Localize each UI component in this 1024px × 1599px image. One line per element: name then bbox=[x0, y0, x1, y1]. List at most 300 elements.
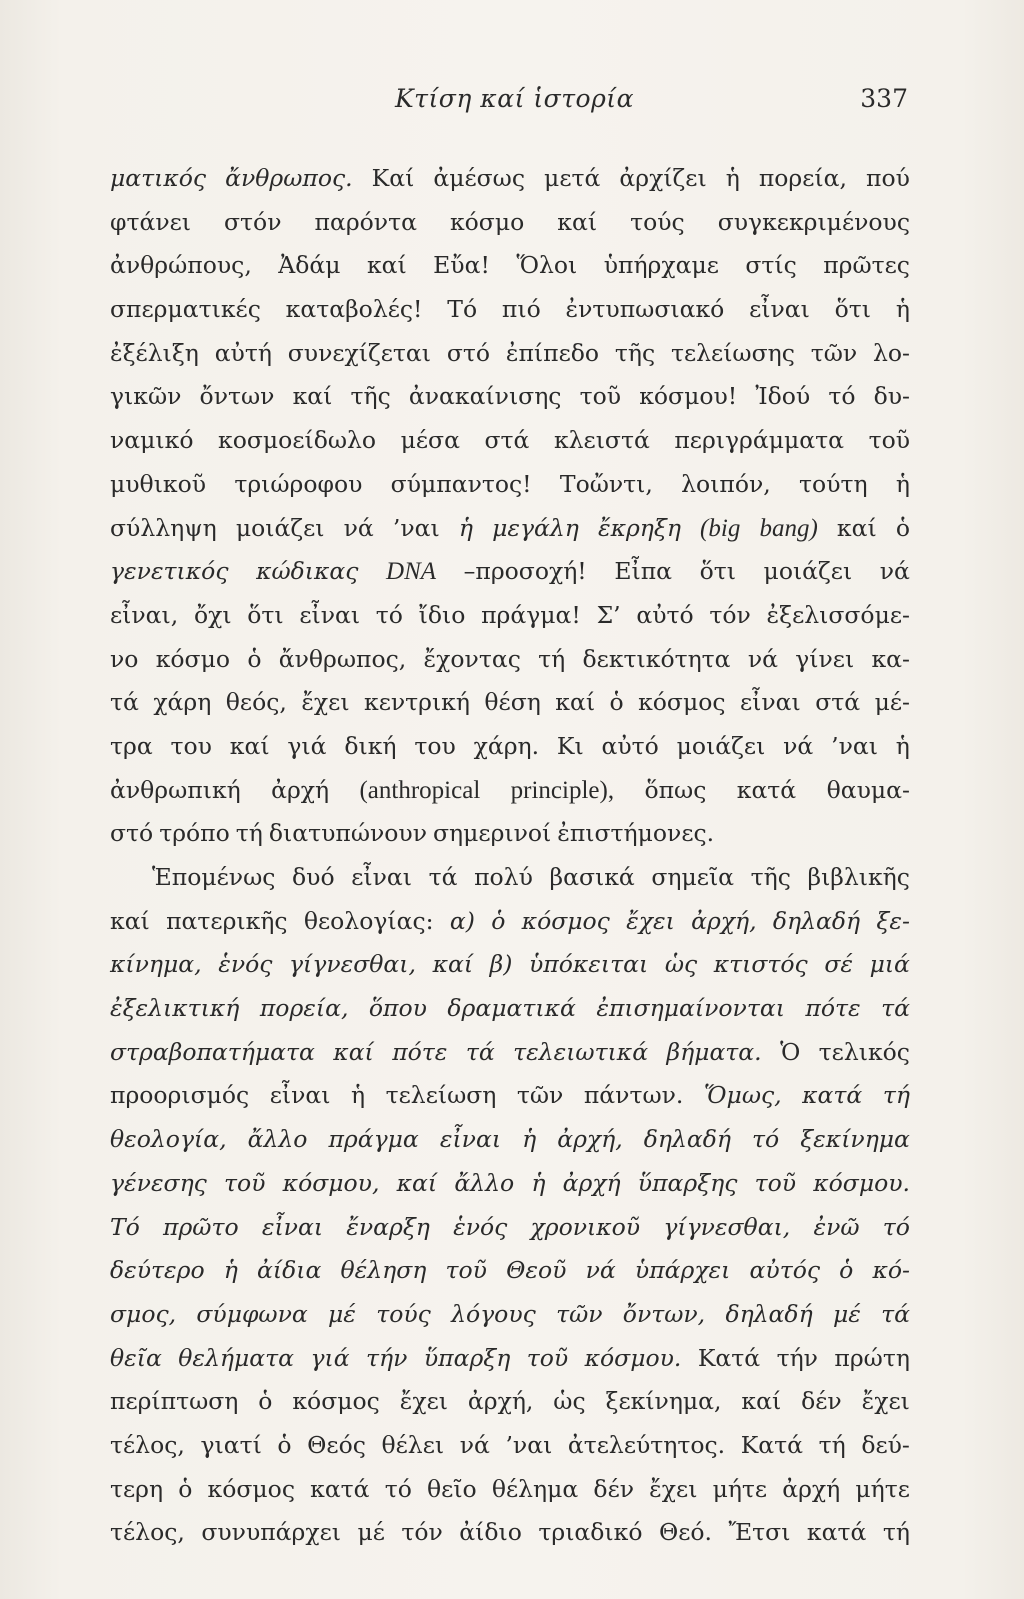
word: πότε bbox=[805, 994, 861, 1023]
word: νά bbox=[783, 731, 814, 760]
word: ὑπήρχαμε bbox=[603, 251, 719, 280]
word: θεῖα bbox=[110, 1343, 162, 1372]
word: πρῶτες bbox=[823, 251, 910, 280]
word: καί bbox=[229, 731, 270, 760]
word: σύμφωνα bbox=[196, 1299, 308, 1328]
word: ’ναι bbox=[505, 1430, 553, 1459]
word: ἡ bbox=[531, 1168, 546, 1197]
word: ὄντων, bbox=[622, 1299, 706, 1328]
word: Κατά bbox=[740, 1430, 804, 1459]
word: στά bbox=[484, 426, 530, 455]
word: ξεκίνημα, bbox=[605, 1387, 722, 1416]
word: νά bbox=[747, 644, 778, 673]
word: μέ bbox=[832, 1299, 861, 1328]
word: Τό bbox=[110, 1212, 140, 1241]
text-line bbox=[110, 681, 910, 725]
word: ἀίδια bbox=[257, 1256, 322, 1285]
word: τά bbox=[110, 688, 139, 717]
word: –προσοχή! bbox=[463, 557, 587, 586]
text-line bbox=[110, 1337, 910, 1381]
text-line bbox=[110, 1206, 910, 1250]
word: θελήματα bbox=[178, 1343, 295, 1372]
word: συνυπάρχει bbox=[201, 1518, 341, 1547]
word: χάρη bbox=[153, 688, 212, 717]
word: σέ bbox=[824, 950, 853, 979]
word: δεύ- bbox=[861, 1430, 910, 1459]
word: γίγνεσθαι, bbox=[289, 950, 416, 979]
word: νο bbox=[110, 644, 139, 673]
word: γιά bbox=[287, 731, 327, 760]
word: Ὅμως, bbox=[703, 1081, 782, 1110]
text-line bbox=[110, 594, 910, 638]
word: στραβοπατήματα bbox=[110, 1037, 315, 1066]
word: γένεσης bbox=[110, 1168, 207, 1197]
word: εἶναι, bbox=[110, 600, 179, 629]
word: κα- bbox=[871, 644, 910, 673]
text-line bbox=[110, 856, 910, 900]
word: χάρη. bbox=[473, 731, 540, 760]
word: (big bbox=[700, 514, 741, 542]
word: σπερματικές bbox=[110, 295, 261, 324]
word: γιατί bbox=[200, 1430, 262, 1459]
word: ἡ bbox=[522, 1125, 537, 1154]
word: ἡ bbox=[895, 731, 910, 760]
word: κόσμου! bbox=[639, 382, 738, 411]
word: συνεχίζεται bbox=[287, 338, 432, 367]
text-line bbox=[110, 1468, 910, 1512]
word: τούτη bbox=[799, 469, 868, 498]
word: μιά bbox=[869, 950, 910, 979]
word: πιό bbox=[501, 295, 541, 324]
word: εἶναι bbox=[261, 1212, 324, 1241]
word: κατά bbox=[802, 1081, 863, 1110]
word: περιγράμματα bbox=[674, 426, 845, 455]
word: κίνημα, bbox=[110, 950, 202, 979]
word: ὑπόκειται bbox=[529, 950, 649, 979]
word: ἄνθρωπος, bbox=[278, 644, 407, 673]
word: τῶν bbox=[810, 338, 858, 367]
word: περίπτωση bbox=[110, 1387, 239, 1416]
word: νά bbox=[585, 1256, 616, 1285]
word: τήν bbox=[776, 1343, 818, 1372]
word: του bbox=[414, 731, 456, 760]
word: στό bbox=[110, 819, 154, 848]
word: κόσμος bbox=[292, 1387, 380, 1416]
word: γίγνεσθαι, bbox=[663, 1212, 791, 1241]
word: τελικός bbox=[818, 1037, 910, 1066]
word: ἡ bbox=[895, 469, 910, 498]
word: ἐξελικτική bbox=[110, 994, 240, 1023]
word: τοῦ bbox=[868, 426, 910, 455]
word: Εἶπα bbox=[614, 557, 673, 586]
word: πατερικῆς bbox=[166, 906, 288, 935]
text-line bbox=[110, 507, 910, 551]
text-line bbox=[110, 943, 910, 987]
word: εἶναι bbox=[269, 1081, 331, 1110]
word: αὐτή bbox=[214, 338, 272, 367]
word: θεολογία, bbox=[110, 1125, 227, 1154]
text-line bbox=[110, 1293, 910, 1337]
text-line bbox=[110, 725, 910, 769]
word: δυό bbox=[292, 863, 335, 891]
word: καί bbox=[741, 1387, 782, 1416]
word: αὐτό bbox=[636, 600, 694, 629]
word: Ἑπομένως bbox=[152, 863, 276, 891]
word: ἑνός bbox=[218, 950, 273, 979]
word: ἔχει bbox=[301, 688, 350, 717]
word: τό bbox=[384, 1474, 412, 1503]
text-line bbox=[110, 1074, 910, 1118]
word: χρονικοῦ bbox=[530, 1212, 641, 1241]
text-line bbox=[110, 157, 910, 201]
word: ἀνθρώπους, bbox=[110, 251, 252, 280]
word: θεολογίας: bbox=[303, 906, 434, 935]
running-title: Κτίση καί ἱστορία bbox=[395, 84, 634, 113]
word: τόν bbox=[401, 1518, 443, 1547]
word: καί bbox=[333, 1037, 374, 1066]
word: τή bbox=[882, 1518, 910, 1547]
word: Ὅλοι bbox=[516, 251, 578, 280]
word: πρῶτο bbox=[163, 1212, 239, 1241]
word: ἐξελισσόμε- bbox=[766, 600, 910, 629]
word: στό bbox=[446, 338, 491, 367]
word: εἶναι bbox=[740, 688, 801, 717]
word: διατυπώνουν bbox=[268, 819, 427, 848]
word: ἀνακαίνισης bbox=[408, 382, 562, 411]
word: εἶναι bbox=[439, 1125, 502, 1154]
word: ὄντων bbox=[199, 382, 275, 411]
word: Κι bbox=[556, 731, 584, 760]
word: ὁ bbox=[491, 906, 506, 935]
text-line bbox=[110, 419, 910, 463]
text-line bbox=[110, 288, 910, 332]
word: μέ bbox=[328, 1299, 356, 1328]
word: πού bbox=[866, 164, 910, 192]
word: κόσμος bbox=[207, 1474, 295, 1503]
text-line bbox=[110, 244, 910, 288]
word: κόσμος bbox=[521, 906, 610, 935]
word: παρόντα bbox=[314, 207, 417, 236]
text-line bbox=[110, 201, 910, 245]
word: τοῦ bbox=[224, 1168, 266, 1197]
running-head bbox=[108, 84, 908, 124]
word: Ὁ bbox=[780, 1037, 801, 1066]
word: λόγους bbox=[451, 1299, 536, 1328]
word: τελειωτικά bbox=[513, 1037, 649, 1066]
page-number: 337 bbox=[860, 84, 908, 113]
word: ὡς bbox=[664, 950, 698, 979]
word: ἀρχή bbox=[271, 775, 330, 804]
word: βασικά bbox=[549, 863, 635, 891]
word: κόσμος bbox=[638, 688, 726, 717]
word: ὅπου bbox=[368, 994, 427, 1023]
word: bang) bbox=[759, 514, 818, 542]
text-line bbox=[110, 900, 910, 944]
word: προορισμός bbox=[110, 1081, 250, 1110]
word: τέλος, bbox=[110, 1430, 185, 1459]
word: μήτε bbox=[712, 1474, 768, 1503]
word: καί bbox=[836, 513, 877, 542]
word: τριαδικό bbox=[538, 1518, 643, 1547]
word: καί bbox=[555, 688, 596, 717]
word: τά bbox=[881, 1299, 910, 1328]
word: λο- bbox=[872, 338, 910, 367]
word: γικῶν bbox=[110, 382, 182, 411]
word: πράγμα! bbox=[481, 600, 581, 629]
word: πότε bbox=[392, 1037, 448, 1066]
word: ὁ bbox=[178, 1474, 193, 1503]
word: δέν bbox=[593, 1474, 635, 1503]
word: τό bbox=[882, 1212, 910, 1241]
word: θεός, bbox=[225, 688, 287, 717]
word: ὁ bbox=[277, 1430, 292, 1459]
word: του bbox=[170, 731, 212, 760]
word: ὡς bbox=[553, 1387, 586, 1416]
word: εἶναι bbox=[351, 863, 412, 891]
text-line bbox=[110, 375, 910, 419]
word: Καί bbox=[371, 164, 415, 192]
word: γενετικός bbox=[110, 557, 229, 586]
word: Ἀδάμ bbox=[278, 251, 341, 280]
word: μέ bbox=[357, 1518, 385, 1547]
text-line bbox=[110, 1118, 910, 1162]
word: Θεοῦ bbox=[506, 1256, 567, 1285]
word: ἀτελεύτητος. bbox=[567, 1430, 726, 1459]
word: ἔναρξη bbox=[346, 1212, 430, 1241]
word: γίνει bbox=[795, 644, 855, 673]
word: θέλει bbox=[381, 1430, 445, 1459]
word: ἐπισημαίνονται bbox=[596, 994, 785, 1023]
word: δεύτερο bbox=[110, 1256, 205, 1285]
word: θαυμα- bbox=[826, 775, 910, 804]
word: κόσμου. bbox=[813, 1168, 910, 1197]
word: αὐτός bbox=[749, 1256, 821, 1285]
word: εἶναι bbox=[749, 295, 810, 324]
word: τελείωση bbox=[385, 1081, 497, 1110]
word: κατά bbox=[806, 1518, 867, 1547]
word: σύμπαντος! bbox=[390, 469, 532, 498]
word: ὕπαρξη bbox=[423, 1343, 511, 1372]
word: στά bbox=[815, 688, 861, 717]
word: ξε- bbox=[876, 906, 910, 935]
word: ἄλλο bbox=[247, 1125, 308, 1154]
word: νά bbox=[343, 513, 374, 542]
word: ἡ bbox=[223, 1256, 238, 1285]
word: ἡ bbox=[725, 164, 740, 192]
word: ξεκίνημα bbox=[800, 1125, 910, 1154]
body-text bbox=[110, 157, 910, 1555]
word: τελείωσης bbox=[670, 338, 795, 367]
word: ἐνῶ bbox=[813, 1212, 860, 1241]
word: νά bbox=[879, 557, 910, 586]
word: τῆς bbox=[350, 382, 391, 411]
word: τή bbox=[882, 1081, 910, 1110]
word: μέσα bbox=[400, 426, 460, 455]
word: Θεό. bbox=[658, 1518, 713, 1547]
word: καί bbox=[432, 950, 474, 979]
word: στίς bbox=[745, 251, 797, 280]
word: αὐτό bbox=[601, 731, 659, 760]
word: τό bbox=[752, 1125, 780, 1154]
word: τρα bbox=[110, 731, 153, 760]
word: principle), bbox=[510, 776, 615, 804]
word: καί bbox=[396, 1168, 438, 1197]
word: μεγάλη bbox=[492, 513, 579, 542]
word: τῆς bbox=[750, 863, 791, 891]
word: τερη bbox=[110, 1474, 164, 1503]
word: κατά bbox=[736, 775, 797, 804]
word: τούς bbox=[376, 1299, 431, 1328]
word: μετά bbox=[544, 164, 601, 192]
word: καί bbox=[292, 382, 333, 411]
word: ἔχει bbox=[861, 1387, 910, 1416]
word: τούς bbox=[630, 207, 685, 236]
text-line bbox=[110, 1424, 910, 1468]
text-line bbox=[110, 1249, 910, 1293]
word: δεκτικότητα bbox=[582, 644, 731, 673]
word: σύλληψη bbox=[110, 513, 217, 542]
word: δυ- bbox=[873, 382, 910, 411]
word: συγκεκριμένους bbox=[717, 207, 910, 236]
word: πάντων. bbox=[583, 1081, 684, 1110]
word: κόσμου, bbox=[282, 1168, 380, 1197]
word: κτιστός bbox=[713, 950, 808, 979]
word: σημερινοί bbox=[433, 819, 552, 848]
text-line bbox=[110, 1162, 910, 1206]
word: ἡ bbox=[895, 295, 910, 324]
word: ἔχει bbox=[626, 906, 675, 935]
word: κατά bbox=[310, 1474, 370, 1503]
word: μοιάζει bbox=[763, 557, 853, 586]
word: μήτε bbox=[855, 1474, 910, 1503]
word: ὁ bbox=[247, 644, 262, 673]
word: δέν bbox=[801, 1387, 842, 1416]
word: τά bbox=[465, 1037, 495, 1066]
word: τά bbox=[881, 994, 910, 1023]
word: ἀίδιο bbox=[459, 1518, 522, 1547]
word: ὑπάρχει bbox=[634, 1256, 731, 1285]
word: Ἔτσι bbox=[728, 1518, 791, 1547]
text-line bbox=[110, 1031, 910, 1075]
word: ὁ bbox=[258, 1387, 273, 1416]
word: μοιάζει bbox=[676, 731, 766, 760]
word: ἀρχίζει bbox=[619, 164, 707, 192]
word: μυθικοῦ bbox=[110, 469, 207, 498]
word: Κατά bbox=[697, 1343, 761, 1372]
word: στόν bbox=[224, 207, 282, 236]
word: λοιπόν, bbox=[681, 469, 771, 498]
word: πορεία, bbox=[758, 164, 847, 192]
text-line bbox=[110, 769, 910, 813]
word: δηλαδή bbox=[772, 906, 861, 935]
word: τήν bbox=[366, 1343, 408, 1372]
text-line bbox=[110, 987, 910, 1031]
text-line bbox=[110, 812, 910, 856]
word: Τοὤντι, bbox=[559, 469, 653, 498]
word: σμος, bbox=[110, 1299, 177, 1328]
word: ἐπίπεδο bbox=[505, 338, 600, 367]
word: πρώτη bbox=[834, 1343, 910, 1372]
word: τό bbox=[375, 600, 403, 629]
word: DNA bbox=[386, 558, 437, 586]
word: ὄχι bbox=[193, 600, 232, 629]
word: θέλημα bbox=[491, 1474, 579, 1503]
word: ὕπαρξης bbox=[637, 1168, 738, 1197]
word: πολύ bbox=[474, 863, 533, 891]
word: τοῦ bbox=[754, 1168, 797, 1197]
word: ὅπως bbox=[644, 775, 707, 804]
word: ’ναι bbox=[831, 731, 878, 760]
word: Θεός bbox=[307, 1430, 366, 1459]
word: τῶν bbox=[556, 1299, 603, 1328]
word: σημεῖα bbox=[651, 863, 735, 891]
word: κεντρική bbox=[364, 688, 470, 717]
word: ’ναι bbox=[392, 513, 440, 542]
text-line bbox=[110, 463, 910, 507]
word: ἴδιο bbox=[418, 600, 466, 629]
word: δική bbox=[344, 731, 397, 760]
word: ἀρχή bbox=[562, 1168, 621, 1197]
word: ἔχοντας bbox=[423, 644, 521, 673]
word: ἀρχή, bbox=[557, 1125, 623, 1154]
word: ἐντυπωσιακό bbox=[565, 295, 725, 324]
word: πράγμα bbox=[328, 1125, 419, 1154]
word: θεῖο bbox=[427, 1474, 477, 1503]
word: ἀμέσως bbox=[433, 164, 526, 192]
word: τρόπο bbox=[159, 819, 230, 848]
word: τοῦ bbox=[445, 1256, 487, 1285]
word: γιά bbox=[310, 1343, 350, 1372]
word: τή bbox=[818, 1430, 846, 1459]
word: πορεία, bbox=[259, 994, 349, 1023]
word: τόν bbox=[709, 600, 751, 629]
word: ὅτι bbox=[834, 295, 872, 324]
word: βιβλικῆς bbox=[807, 863, 910, 891]
word: θέληση bbox=[340, 1256, 427, 1285]
word: ἡ bbox=[458, 513, 473, 542]
word: θέση bbox=[484, 688, 541, 717]
word: ἡ bbox=[351, 1081, 366, 1110]
word: β) bbox=[489, 950, 513, 979]
word: τριώροφου bbox=[234, 469, 363, 498]
word: τή bbox=[235, 819, 263, 848]
word: ἄλλο bbox=[454, 1168, 515, 1197]
text-line bbox=[110, 1380, 910, 1424]
word: ὅτι bbox=[247, 600, 284, 629]
word: ἀρχή bbox=[782, 1474, 841, 1503]
word: ἄνθρωπος. bbox=[225, 164, 353, 192]
word: κοσμοείδωλο bbox=[218, 426, 377, 455]
word: ἀνθρωπική bbox=[110, 775, 241, 804]
word: καί bbox=[110, 906, 150, 935]
word: ἔχει bbox=[649, 1474, 698, 1503]
word: κόσμο bbox=[449, 207, 525, 236]
word: ἀρχή, bbox=[691, 906, 757, 935]
word: καί bbox=[366, 251, 407, 280]
word: μοιάζει bbox=[235, 513, 325, 542]
word: ἀρχή, bbox=[467, 1387, 534, 1416]
text-line bbox=[110, 1511, 910, 1555]
word: τή bbox=[538, 644, 566, 673]
word: ἐξέλιξη bbox=[110, 338, 199, 367]
word: τοῦ bbox=[579, 382, 622, 411]
word: δραματικά bbox=[447, 994, 576, 1023]
word: ὅτι bbox=[699, 557, 736, 586]
word: (anthropical bbox=[359, 776, 481, 804]
word: τῶν bbox=[516, 1081, 564, 1110]
word: νά bbox=[459, 1430, 490, 1459]
word: κό- bbox=[872, 1256, 910, 1285]
